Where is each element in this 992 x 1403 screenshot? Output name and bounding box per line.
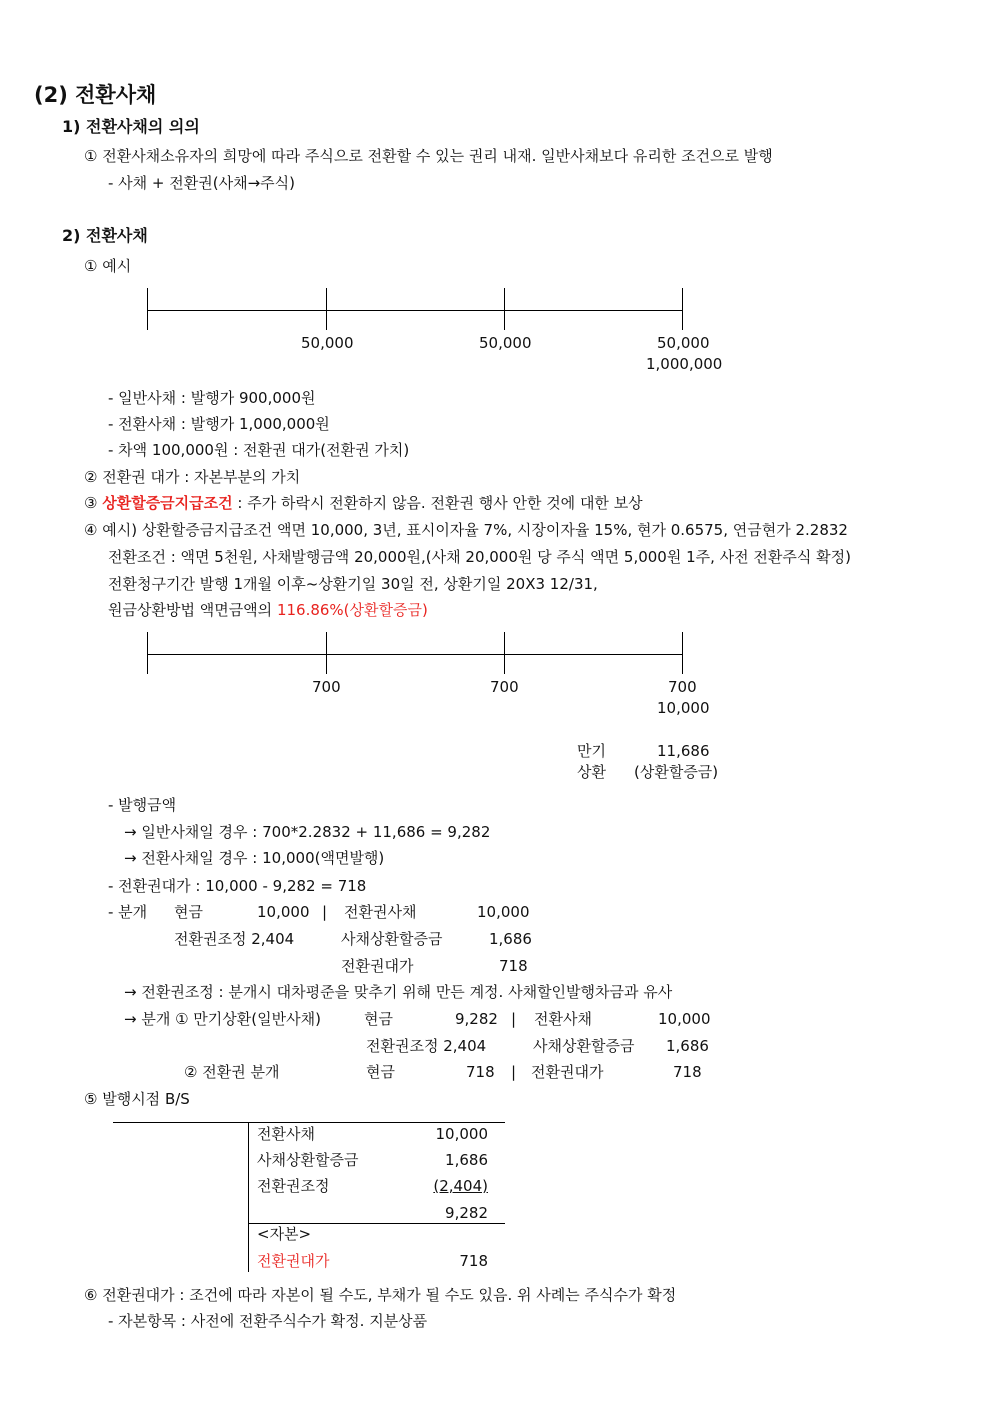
bs-divider bbox=[248, 1122, 249, 1272]
bullet: - 차액 100,000원 : 전환권 대가(전환권 가치) bbox=[108, 441, 410, 459]
timeline-label: 700 bbox=[490, 678, 519, 696]
item-6-sub: - 자본항목 : 사전에 전환주식수가 확정. 지분상품 bbox=[108, 1312, 428, 1330]
bs-top-line bbox=[113, 1122, 505, 1123]
journal-credit-amount: 718 bbox=[673, 1063, 702, 1081]
item-3-rest: : 주가 하락시 전환하지 않음. 전환권 행사 안한 것에 대한 보상 bbox=[232, 494, 643, 512]
timeline-axis bbox=[147, 310, 683, 311]
bs-row-value-text: (2,404) bbox=[433, 1177, 488, 1195]
item-3 bbox=[84, 493, 643, 513]
timeline-tick bbox=[147, 632, 148, 674]
bullet: - 일반사채 : 발행가 900,000원 bbox=[108, 389, 316, 407]
item-5: ⑤ 발행시점 B/S bbox=[84, 1090, 190, 1108]
timeline-axis bbox=[147, 654, 683, 655]
timeline-final: 10,000 bbox=[657, 699, 710, 717]
timeline-label: 50,000 bbox=[479, 334, 532, 352]
timeline-tick bbox=[326, 632, 327, 674]
heading-convertible: 2) 전환사채 bbox=[62, 226, 148, 245]
bs-row-value: 10,000 bbox=[435, 1125, 488, 1143]
bs-row-value: 1,686 bbox=[445, 1151, 488, 1169]
journal-credit-amount: 10,000 bbox=[477, 903, 530, 921]
calc-line: → 전환사채일 경우 : 10,000(액면발행) bbox=[124, 849, 385, 867]
maturity-label-2: 상환 bbox=[577, 763, 606, 781]
journal-credit: 전환사채 bbox=[534, 1010, 592, 1028]
bs-subtotal: 9,282 bbox=[445, 1204, 488, 1222]
heading-meaning: 1) 전환사채의 의의 bbox=[62, 117, 200, 136]
bs-equity-label: <자본> bbox=[257, 1225, 312, 1243]
journal-debit: 전환권조정 2,404 bbox=[174, 930, 295, 948]
journal-credit-amount: 1,686 bbox=[666, 1037, 709, 1055]
timeline-label: 50,000 bbox=[657, 334, 710, 352]
bs-equity-item: 전환권대가 bbox=[257, 1252, 330, 1270]
timeline-final: 1,000,000 bbox=[646, 355, 723, 373]
journal-credit: 사채상환할증금 bbox=[341, 930, 443, 948]
item-4-line1: ④ 예시) 상환할증금지급조건 액면 10,000, 3년, 표시이자율 7%, 시장이자율 15%, 현가 0.6575, 연금현가 2.2832 bbox=[84, 521, 848, 539]
item-3-prefix: ③ bbox=[84, 494, 103, 512]
item-1-text: ① 전환사채소유자의 희망에 따라 주식으로 전환할 수 있는 권리 내재. 일반사채보다 유리한 조건으로 발행 bbox=[84, 147, 773, 165]
journal-debit: 현금 bbox=[174, 903, 203, 921]
journal-separator: | bbox=[322, 903, 328, 921]
journal-credit-amount: 718 bbox=[499, 957, 528, 975]
journal-credit: 전환권사채 bbox=[344, 903, 417, 921]
timeline-tick bbox=[326, 288, 327, 330]
journal-credit-amount: 10,000 bbox=[658, 1010, 711, 1028]
adjustment-note: → 전환권조정 : 분개시 대차평준을 맞추기 위해 만든 계정. 사채할인발행차금과 유사 bbox=[124, 983, 673, 1001]
journal-debit: 전환권조정 2,404 bbox=[366, 1037, 487, 1055]
journal-separator: | bbox=[511, 1010, 517, 1028]
journal-debit: 현금 bbox=[366, 1063, 395, 1081]
timeline-label: 50,000 bbox=[301, 334, 354, 352]
journal-debit-amount: 10,000 bbox=[257, 903, 310, 921]
item-4-line4-prefix: 원금상환방법 액면금액의 bbox=[108, 601, 277, 619]
journal-debit-amount: 9,282 bbox=[455, 1010, 498, 1028]
timeline-tick bbox=[682, 632, 683, 674]
bs-row-label: 전환권조정 bbox=[257, 1177, 330, 1195]
journal-credit: 전환권대가 bbox=[341, 957, 414, 975]
journal-separator: | bbox=[511, 1063, 517, 1081]
timeline-tick bbox=[682, 288, 683, 330]
timeline-label: 700 bbox=[668, 678, 697, 696]
item-2: ② 전환권 대가 : 자본부분의 가치 bbox=[84, 468, 301, 486]
timeline-tick bbox=[147, 288, 148, 330]
bs-row-label: 사채상환할증금 bbox=[257, 1151, 359, 1169]
timeline-label: 700 bbox=[312, 678, 341, 696]
maturity-journal-prefix: → 분개 ① 만기상환(일반사채) bbox=[124, 1010, 321, 1028]
bs-row-value bbox=[410, 1176, 488, 1196]
journal-debit-amount: 718 bbox=[466, 1063, 495, 1081]
bullet: - 전환사채 : 발행가 1,000,000원 bbox=[108, 415, 330, 433]
item-4-line2: 전환조건 : 액면 5천원, 사채발행금액 20,000원,(사채 20,000원 당 주식 액면 5,000원 1주, 사전 전환주식 확정) bbox=[108, 548, 851, 566]
timeline-tick bbox=[504, 288, 505, 330]
calc-line: → 일반사채일 경우 : 700*2.2832 + 11,686 = 9,282 bbox=[124, 823, 491, 841]
item-3-highlight: 상환할증금지급조건 bbox=[102, 494, 233, 512]
item-4-line3: 전환청구기간 발행 1개월 이후~상환기일 30일 전, 상환기일 20X3 12/31, bbox=[108, 575, 598, 593]
conversion-journal-prefix: ② 전환권 분개 bbox=[184, 1063, 280, 1081]
bs-equity-value: 718 bbox=[459, 1252, 488, 1270]
example-label: ① 예시 bbox=[84, 257, 132, 275]
journal-debit: 현금 bbox=[364, 1010, 393, 1028]
item-4-line4-highlight: 116.86%(상환할증금) bbox=[276, 601, 428, 619]
journal-credit: 사채상환할증금 bbox=[533, 1037, 635, 1055]
item-1-sub: - 사채 + 전환권(사채→주식) bbox=[108, 174, 295, 192]
timeline-tick bbox=[504, 632, 505, 674]
journal-credit-amount: 1,686 bbox=[489, 930, 532, 948]
calc-line: - 발행금액 bbox=[108, 796, 177, 814]
journal-label: - 분개 bbox=[108, 903, 148, 921]
bs-row-label: 전환사채 bbox=[257, 1125, 315, 1143]
item-6: ⑥ 전환권대가 : 조건에 따라 자본이 될 수도, 부채가 될 수도 있음. 위 사례는 주식수가 확정 bbox=[84, 1286, 677, 1304]
calc-line: - 전환권대가 : 10,000 - 9,282 = 718 bbox=[108, 877, 367, 895]
maturity-note: (상환할증금) bbox=[634, 763, 719, 781]
item-4-line4 bbox=[108, 600, 428, 620]
journal-credit: 전환권대가 bbox=[531, 1063, 604, 1081]
maturity-value: 11,686 bbox=[657, 742, 710, 760]
maturity-label-1: 만기 bbox=[577, 742, 606, 760]
section-title: (2) 전환사채 bbox=[34, 83, 157, 107]
